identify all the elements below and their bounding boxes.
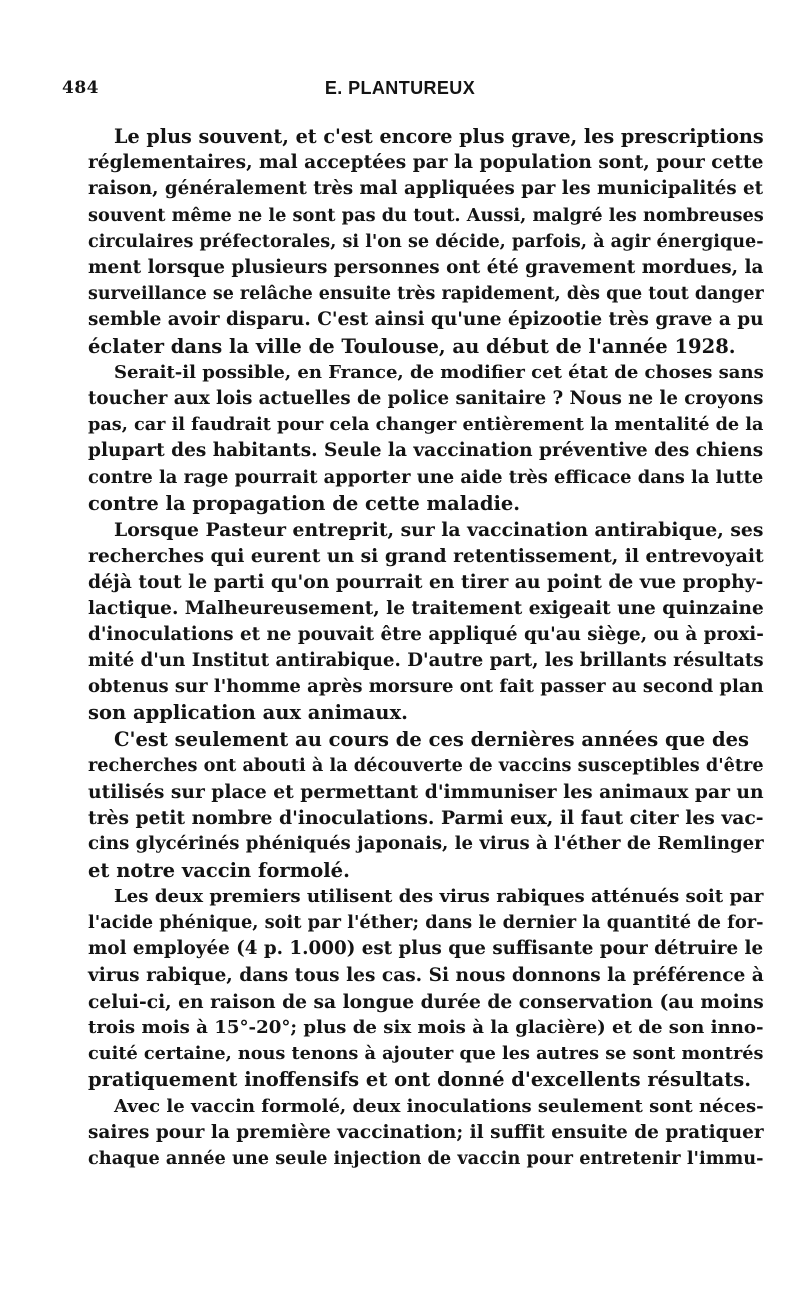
text-line: son application aux animaux. xyxy=(88,701,408,725)
text-line: trois mois à 15°-20°; plus de six mois à la glacière) et de son inno- xyxy=(88,1016,764,1038)
paragraph-2 xyxy=(62,360,764,517)
text-line: et notre vaccin formolé. xyxy=(88,858,350,882)
text-line: surveillance se relâche ensuite très rapidement, dès que tout danger xyxy=(88,284,764,305)
text-line: très petit nombre d'inoculations. Parmi eux, il faut citer les vac- xyxy=(88,807,764,830)
text-line: Lorsque Pasteur entreprit, sur la vaccination antirabique, ses xyxy=(114,519,764,542)
text-line: Le plus souvent, et c'est encore plus grave, les prescriptions xyxy=(114,125,764,148)
text-line: utilisés sur place et permettant d'immuniser les animaux par un xyxy=(88,781,764,804)
paragraph-6 xyxy=(62,1094,764,1173)
text-line: lactique. Malheureusement, le traitement exigeait une quinzaine xyxy=(88,597,764,619)
paragraph-3 xyxy=(62,517,764,727)
text-line: chaque année une seule injection de vaccin pour entretenir l'immu- xyxy=(88,1147,764,1169)
running-head: E. PLANTUREUX xyxy=(324,78,476,98)
text-line: souvent même ne le sont pas du tout. Aussi, malgré les nombreuses xyxy=(88,204,764,226)
paragraph-5 xyxy=(62,884,764,1094)
text-line: recherches ont abouti à la découverte de vaccins susceptibles d'être xyxy=(88,754,764,776)
text-line: cuité certaine, nous tenons à ajouter que les autres se sont montrés xyxy=(88,1043,764,1065)
text-line: réglementaires, mal acceptées par la population sont, pour cette xyxy=(88,152,764,174)
text-line: Serait-il possible, en France, de modifier cet état de choses sans xyxy=(114,361,764,383)
text-line: virus rabique, dans tous les cas. Si nous donnons la préférence à xyxy=(88,964,764,986)
text-line: pas, car il faudrait pour cela changer entièrement la mentalité de la xyxy=(88,414,764,436)
text-line: recherches qui eurent un si grand retentissement, il entrevoyait xyxy=(88,545,764,568)
text-line: plupart des habitants. Seule la vaccination préventive des chiens xyxy=(88,440,764,462)
page-number: 484 xyxy=(62,78,99,98)
text-line: celui-ci, en raison de sa longue durée de conservation (au moins xyxy=(88,990,764,1013)
text-line: contre la rage pourrait apporter une aide très efficace dans la lutte xyxy=(88,466,764,488)
text-line: éclater dans la ville de Toulouse, au début de l'année 1928. xyxy=(88,334,736,358)
text-line: C'est seulement au cours de ces dernières années que des xyxy=(114,727,749,751)
text-line: Avec le vaccin formolé, deux inoculations seulement sont néces- xyxy=(114,1095,764,1117)
text-line: ment lorsque plusieurs personnes ont été gravement mordues, la xyxy=(88,257,764,279)
text-line: cins glycérinés phéniqués japonais, le virus à l'éther de Remlinger xyxy=(88,833,764,855)
text-line: raison, généralement très mal appliquées par les municipalités et xyxy=(88,178,764,200)
text-line: mol employée (4 p. 1.000) est plus que suffisante pour détruire le xyxy=(88,938,764,960)
text-line: toucher aux lois actuelles de police sanitaire ? Nous ne le croyons xyxy=(88,388,764,410)
text-line: Les deux premiers utilisent des virus rabiques atténués soit par xyxy=(114,885,764,907)
body-text xyxy=(62,124,764,1172)
text-line: obtenus sur l'homme après morsure ont fait passer au second plan xyxy=(88,676,764,698)
text-line: saires pour la première vaccination; il suffit ensuite de pratiquer xyxy=(88,1121,764,1143)
text-line: mité d'un Institut antirabique. D'autre part, les brillants résultats xyxy=(88,650,764,672)
text-line: circulaires préfectorales, si l'on se décide, parfois, à agir énergique- xyxy=(88,230,764,252)
page-header xyxy=(62,78,738,104)
text-line: contre la propagation de cette maladie. xyxy=(88,491,521,515)
text-line: l'acide phénique, soit par l'éther; dans le dernier la quantité de for- xyxy=(88,912,764,934)
text-line: d'inoculations et ne pouvait être appliqué qu'au siège, ou à proxi- xyxy=(88,623,764,645)
paragraph-4 xyxy=(62,727,764,884)
text-line: pratiquement inoffensifs et ont donné d'excellents résultats. xyxy=(88,1068,752,1092)
paragraph-1 xyxy=(62,124,764,360)
text-line: semble avoir disparu. C'est ainsi qu'une épizootie très grave a pu xyxy=(88,309,764,331)
text-line: déjà tout le parti qu'on pourrait en tirer au point de vue prophy- xyxy=(88,571,764,594)
